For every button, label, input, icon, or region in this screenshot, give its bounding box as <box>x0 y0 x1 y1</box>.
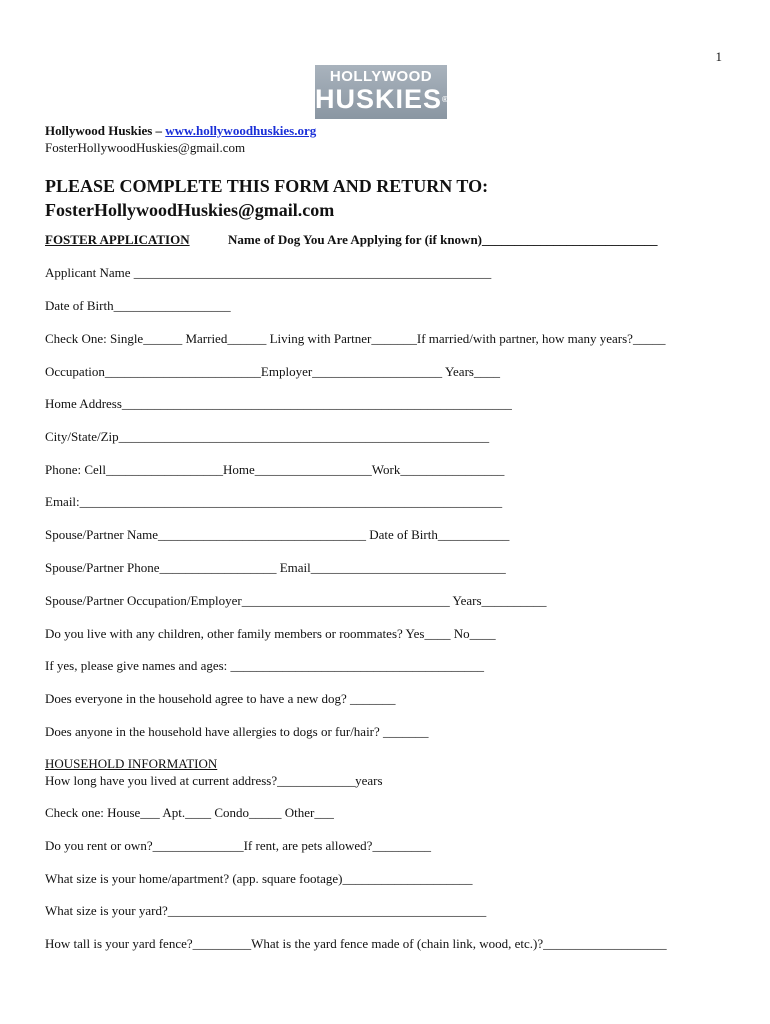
household-info-heading: HOUSEHOLD INFORMATION <box>45 756 218 771</box>
org-header <box>45 122 316 156</box>
household-agree-field[interactable]: Does everyone in the household agree to have a new dog? _______ <box>45 691 396 706</box>
registered-mark: ® <box>442 95 449 104</box>
spouse-occupation-field[interactable]: Spouse/Partner Occupation/Employer________________________________ Years__________ <box>45 593 547 608</box>
org-email: FosterHollywoodHuskies@gmail.com <box>45 140 246 155</box>
occupation-field[interactable]: Occupation________________________Employer____________________ Years____ <box>45 364 500 379</box>
email-field[interactable]: Email:_________________________________________________________________ <box>45 494 503 509</box>
hollywood-huskies-logo <box>315 65 447 119</box>
fence-field[interactable]: How tall is your yard fence?_________What is the yard fence made of (chain link, wood, etc.)?___________________ <box>45 936 667 951</box>
foster-application-title: FOSTER APPLICATION <box>45 232 190 247</box>
time-at-address-field[interactable]: How long have you lived at current address?____________years <box>45 773 383 788</box>
phone-field[interactable]: Phone: Cell__________________Home__________________Work________________ <box>45 462 505 477</box>
city-state-zip-field[interactable]: City/State/Zip_________________________________________________________ <box>45 429 490 444</box>
dog-name-field[interactable]: Name of Dog You Are Applying for (if known)___________________________ <box>228 232 658 247</box>
logo-line-2: HUSKIES® <box>315 84 449 114</box>
instructions-line-2: FosterHollywoodHuskies@gmail.com <box>45 200 335 220</box>
website-link[interactable]: www.hollywoodhuskies.org <box>165 123 317 138</box>
home-size-field[interactable]: What size is your home/apartment? (app. square footage)____________________ <box>45 871 473 886</box>
marital-status-field[interactable]: Check One: Single______ Married______ Living with Partner_______If married/with partner, how many years?_____ <box>45 331 666 346</box>
rent-own-field[interactable]: Do you rent or own?______________If rent, are pets allowed?_________ <box>45 838 431 853</box>
page-number: 1 <box>715 49 722 64</box>
application-title-row <box>45 232 658 248</box>
instructions-line-1: PLEASE COMPLETE THIS FORM AND RETURN TO: <box>45 176 489 196</box>
applicant-name-field[interactable]: Applicant Name _______________________________________________________ <box>45 265 492 280</box>
dob-field[interactable]: Date of Birth__________________ <box>45 298 231 313</box>
names-ages-field[interactable]: If yes, please give names and ages: _______________________________________ <box>45 658 485 673</box>
return-instructions <box>45 174 488 222</box>
home-type-field[interactable]: Check one: House___ Apt.____ Condo_____ Other___ <box>45 805 334 820</box>
org-name: Hollywood Huskies – <box>45 123 166 138</box>
household-members-field[interactable]: Do you live with any children, other family members or roommates? Yes____ No____ <box>45 626 496 641</box>
spouse-phone-field[interactable]: Spouse/Partner Phone__________________ Email______________________________ <box>45 560 506 575</box>
home-address-field[interactable]: Home Address____________________________________________________________ <box>45 396 512 411</box>
allergies-field[interactable]: Does anyone in the household have allergies to dogs or fur/hair? _______ <box>45 724 429 739</box>
spouse-name-field[interactable]: Spouse/Partner Name________________________________ Date of Birth___________ <box>45 527 510 542</box>
logo-line-1: HOLLYWOOD <box>329 68 433 85</box>
yard-size-field[interactable]: What size is your yard?_________________________________________________ <box>45 903 487 918</box>
